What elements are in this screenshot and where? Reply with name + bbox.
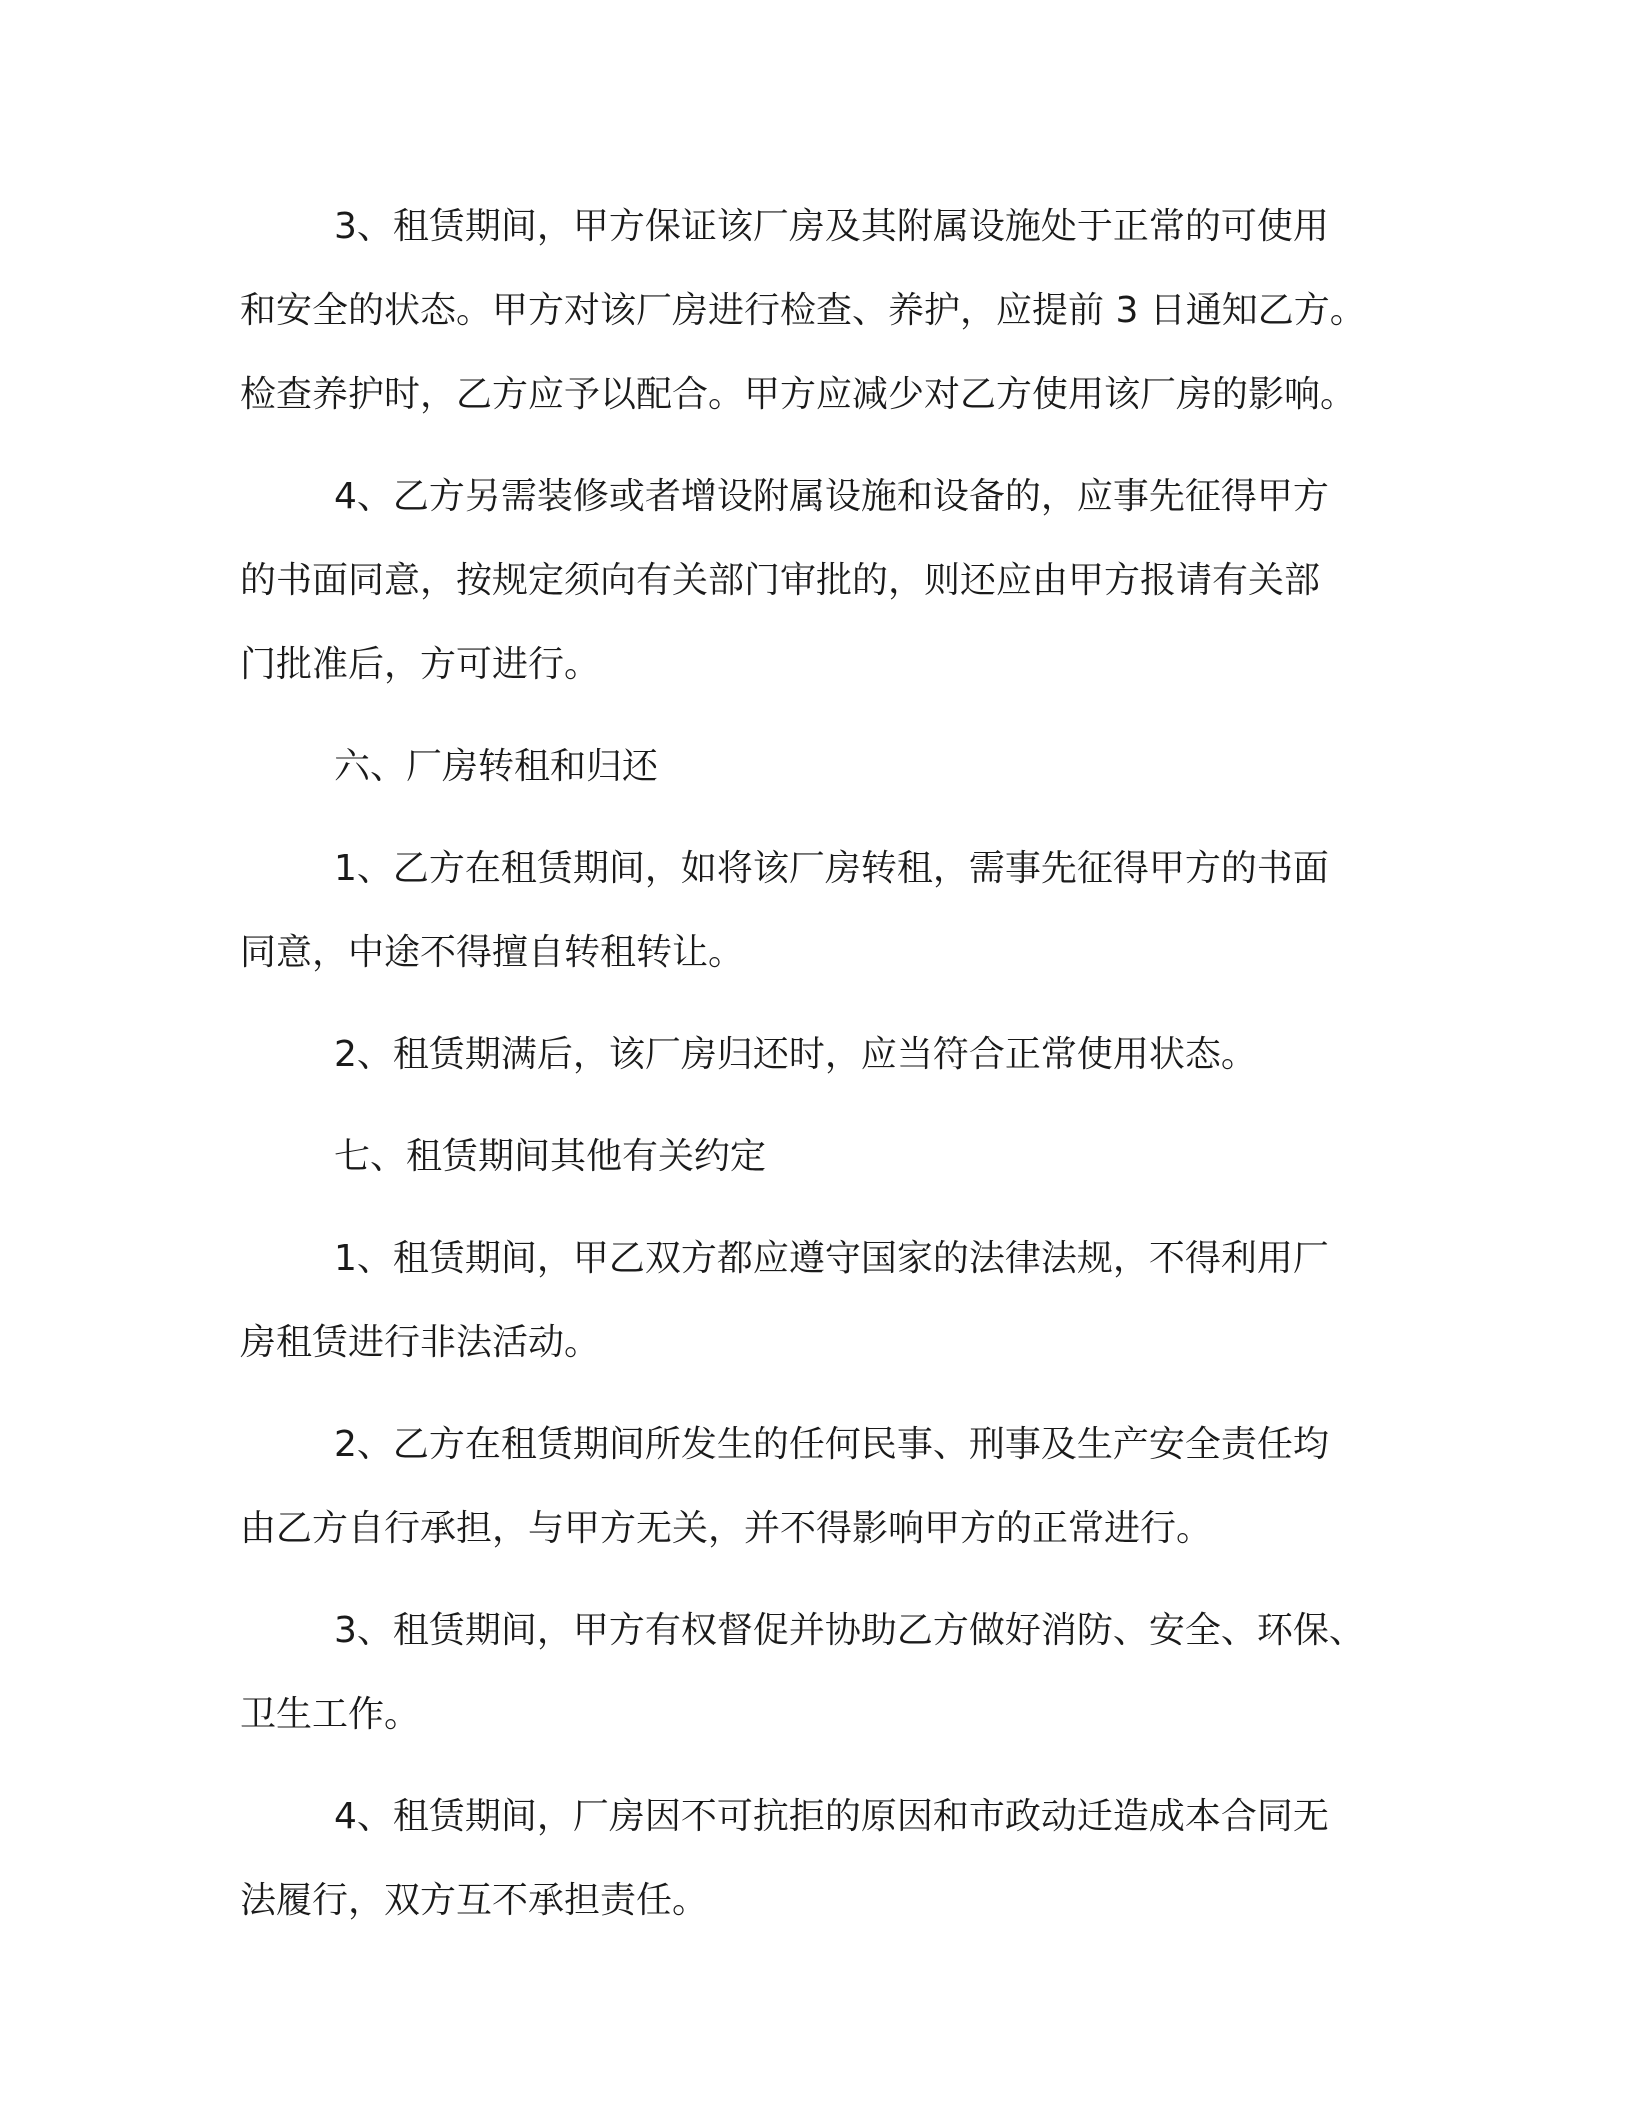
- clause-paragraph: [240, 1775, 1420, 1943]
- text-line: 房租赁进行非法活动。: [240, 1322, 601, 1363]
- text-line: 由乙方自行承担，与甲方无关，并不得影响甲方的正常进行。: [240, 1508, 1213, 1549]
- document-page: [240, 185, 1420, 1961]
- text-line: 4、租赁期间，厂房因不可抗拒的原因和市政动迁造成本合同无: [334, 1796, 1329, 1837]
- text-line: 门批准后，方可进行。: [240, 644, 601, 685]
- text-line: 1、租赁期间，甲乙双方都应遵守国家的法律法规，不得利用厂: [334, 1238, 1329, 1279]
- text-line: 3、租赁期间，甲方保证该厂房及其附属设施处于正常的可使用: [334, 206, 1329, 247]
- clause-paragraph: [240, 185, 1420, 437]
- section-heading: [240, 1115, 1420, 1199]
- text-line: 4、乙方另需装修或者增设附属设施和设备的，应事先征得甲方: [334, 476, 1329, 517]
- text-line: 2、乙方在租赁期间所发生的任何民事、刑事及生产安全责任均: [334, 1424, 1329, 1465]
- text-line: 1、乙方在租赁期间，如将该厂房转租，需事先征得甲方的书面: [334, 848, 1329, 889]
- text-line: 的书面同意，按规定须向有关部门审批的，则还应由甲方报请有关部: [240, 560, 1321, 601]
- text-line: 卫生工作。: [240, 1694, 421, 1735]
- clause-paragraph: [240, 455, 1420, 707]
- clause-paragraph: [240, 1403, 1420, 1571]
- clause-paragraph: [240, 1589, 1420, 1757]
- text-line: 七、租赁期间其他有关约定: [334, 1136, 767, 1177]
- section-heading: [240, 725, 1420, 809]
- clause-paragraph: [240, 827, 1420, 995]
- text-line: 同意，中途不得擅自转租转让。: [240, 932, 745, 973]
- text-line: 和安全的状态。甲方对该厂房进行检查、养护，应提前 3 日通知乙方。: [240, 290, 1366, 331]
- clause-paragraph: [240, 1217, 1420, 1385]
- text-line: 2、租赁期满后，该厂房归还时，应当符合正常使用状态。: [334, 1034, 1257, 1075]
- text-line: 六、厂房转租和归还: [334, 746, 659, 787]
- text-line: 3、租赁期间，甲方有权督促并协助乙方做好消防、安全、环保、: [334, 1610, 1365, 1651]
- text-line: 法履行，双方互不承担责任。: [240, 1880, 709, 1921]
- text-line: 检查养护时，乙方应予以配合。甲方应减少对乙方使用该厂房的影响。: [240, 374, 1357, 415]
- clause-paragraph: [240, 1013, 1420, 1097]
